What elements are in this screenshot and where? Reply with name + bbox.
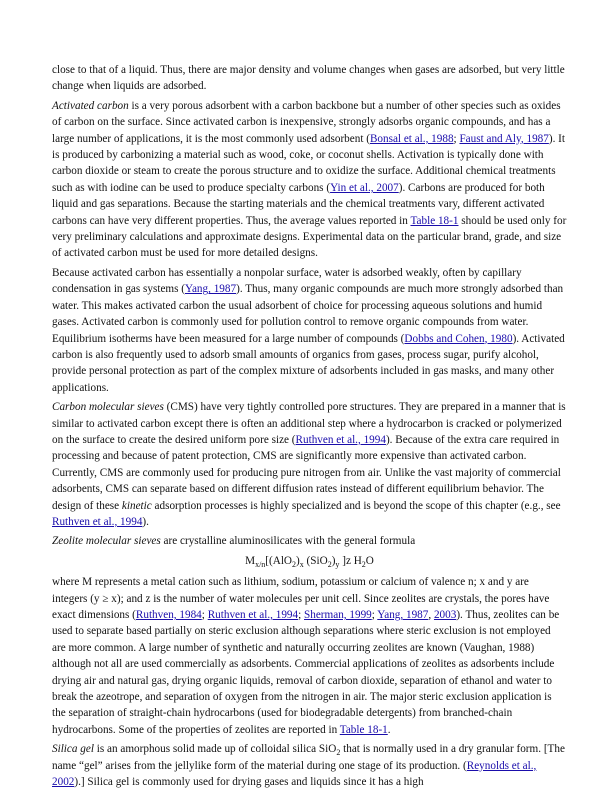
zeolite-formula [52, 553, 567, 569]
subscript: 2 [336, 748, 341, 758]
formula-part: [(AlO [265, 554, 293, 567]
citation-link-bonsal-1988[interactable]: Bonsal et al., 1988 [369, 132, 454, 145]
text-run: ). Thus, many organic compounds are much more strongly adsorbed than water. This makes activated carbon the usual adsorbent of choice for processing aqueous solutions and humid gases. Activated carbon is commonly used for pollution control to remove organic compounds from water. Equilibrium isotherms have been measured for a large number of compounds ( [52, 283, 564, 345]
paragraph-zeolite-intro [52, 533, 567, 549]
paragraph-activated-carbon [52, 98, 567, 262]
text-run: ; [371, 609, 378, 621]
text-run: that is normally used in a dry granular form. [The name “gel” arises from the jellylike form of the material during one stage of its production. ( [52, 743, 565, 772]
paragraph-activated-carbon-uses [52, 265, 567, 396]
text-run: ). Activated carbon is also frequently used to adsorb small amounts of organics from gases, process sugar, purify alcohol, provide personal protection as part of the complex mixture of adsorbents included in gas masks, and many other applications. [52, 332, 565, 394]
text-run: ). Thus, zeolites can be used to separate based partially on steric exclusion although separations where steric exclusion is not employed are more common. A large number of synthetic and naturally occurring zeolites are known (Vaughan, 1988) although not all are used commercially as adsorbents. Commercial applications of zeolites as adsorbents include drying air and natural gas, drying organic liquids, removal of carbon dioxide, separation of ethanol and water to break the azeotrope, and separation of oxygen from the nitrogen in air. The major steric exclusion application is the separation of straight-chain hydrocarbons (used for biodegradable detergents) from branched-chain hydrocarbons. Some of the properties of zeolites are reported in [52, 609, 560, 736]
citation-link-yin-2007[interactable]: Yin et al., 2007 [330, 181, 399, 194]
text-run: ; [201, 609, 208, 621]
citation-link-ruthven-1994[interactable]: Ruthven et al., 1994 [52, 515, 143, 528]
term-activated-carbon: Activated carbon [52, 99, 129, 112]
text-run: are crystalline aluminosilicates with the general formula [160, 535, 416, 548]
table-link-18-1[interactable]: Table 18-1 [339, 723, 388, 736]
term-carbon-molecular-sieves: Carbon molecular sieves [52, 401, 164, 414]
text-run: ). It is produced by carbonizing a material such as wood, coke, or coconut shells. Activation is typically done with carbon dioxide or steam to create the porous structure and to oxidize the surface. Additional chemical treatments such as with iodine can be used to produce specialty carbons ( [52, 132, 566, 194]
text-run: ; [298, 609, 305, 621]
citation-link-ruthven-1984[interactable]: Ruthven, 1984 [135, 609, 202, 621]
text-run: is an amorphous solid made up of colloidal silica SiO [93, 743, 337, 756]
citation-link-yang-1987[interactable]: Yang, 1987 [377, 609, 429, 621]
formula-part: ]z H [339, 554, 362, 567]
citation-link-sherman-1999[interactable]: Sherman, 1999 [304, 609, 372, 621]
text-run: Because activated carbon has essentially a nonpolar surface, water is adsorbed weakly, often by capillary condensation in gas systems ( [52, 266, 522, 296]
text-run: where M represents a metal cation such as lithium, sodium, potassium or calcium of valence n; x and y are integers (y ≥ x); and z is the number of water molecules per unit cell. Since zeolites are crystals, the pores have exact dimensions ( [52, 576, 550, 621]
formula-subscript: y [335, 560, 340, 570]
paragraph-zeolite-details [52, 574, 567, 738]
citation-link-yang-1987[interactable]: Yang, 1987 [185, 283, 237, 296]
emphasis-kinetic: kinetic [121, 499, 152, 512]
formula-subscript: x/n [255, 560, 266, 570]
formula-subscript: 2 [327, 560, 332, 570]
text-run: close to that of a liquid. Thus, there are major density and volume changes when gases are adsorbed, but very little change when liquids are adsorbed. [52, 64, 565, 93]
formula-subscript: x [299, 560, 304, 570]
text-run: . [387, 723, 391, 736]
text-run: should be used only for very preliminary calculations and approximate designs. Experimental data on the particular brand, grade, and size of activated carbon must be used for more detailed designs. [52, 214, 567, 260]
formula-part: ) [331, 554, 336, 567]
table-link-18-1[interactable]: Table 18-1 [410, 214, 459, 227]
citation-link-faust-aly-1987[interactable]: Faust and Aly, 1987 [459, 132, 549, 145]
document-page [52, 62, 567, 793]
text-run: ; [453, 132, 460, 145]
citation-link-dobbs-cohen-1980[interactable]: Dobbs and Cohen, 1980 [404, 332, 513, 345]
term-silica-gel: Silica gel [52, 743, 94, 756]
text-run: ).] Silica gel is commonly used for drying gases and liquids since it has a high [74, 776, 424, 789]
term-zeolite-molecular-sieves: Zeolite molecular sieves [52, 535, 161, 548]
text-run: (CMS) have very tightly controlled pore structures. They are prepared in a manner that is similar to activated carbon except there is often an additional step where a hydrocarbon is cracked or polymerized on the surface to create the desired uniform pore size ( [52, 401, 566, 446]
text-run: ). [142, 515, 149, 528]
formula-subscript: 2 [361, 560, 366, 570]
citation-link-ruthven-1994[interactable]: Ruthven et al., 1994 [207, 609, 299, 621]
paragraph-silica-gel [52, 741, 567, 790]
text-run: adsorption processes is highly specialized and is beyond the scope of this chapter (e.g., see [151, 499, 561, 512]
citation-link-ruthven-1994[interactable]: Ruthven et al., 1994 [295, 433, 386, 446]
text-run: is a very porous adsorbent with a carbon backbone but a number of other species such as oxides of carbon on the surface. Since activated carbon is inexpensive, strongly adsorbs organic compounds, and has a large number of applications, it is the most commonly used adsorbent ( [52, 99, 561, 145]
text-run: , [428, 609, 434, 621]
formula-subscript: 2 [292, 560, 297, 570]
text-run: ). Because of the extra care required in processing and because of patent protection, CMS are significantly more expensive than activated carbon. Currently, CMS are commonly used for producing pure nitrogen from air. Unlike the vast majority of commercial adsorbents, CMS can separate based on different diffusion rates instead of different equilibrium behavior. The design of these [52, 433, 561, 512]
text-run: ). Carbons are produced for both liquid and gas separations. Because the starting materials and the chemical treatments vary, different activated carbons can have very different properties. Thus, the average values reported in [52, 181, 545, 227]
formula-part: ) [296, 554, 300, 567]
paragraph-carbon-molecular-sieves [52, 399, 567, 530]
paragraph-liquid-adsorption [52, 62, 567, 95]
citation-link-yang-2003[interactable]: 2003 [433, 609, 457, 621]
formula-part: (SiO [303, 554, 328, 567]
formula-part: O [365, 554, 374, 567]
citation-link-reynolds-2002[interactable]: Reynolds et al., 2002 [52, 759, 537, 789]
formula-part: M [245, 554, 256, 567]
